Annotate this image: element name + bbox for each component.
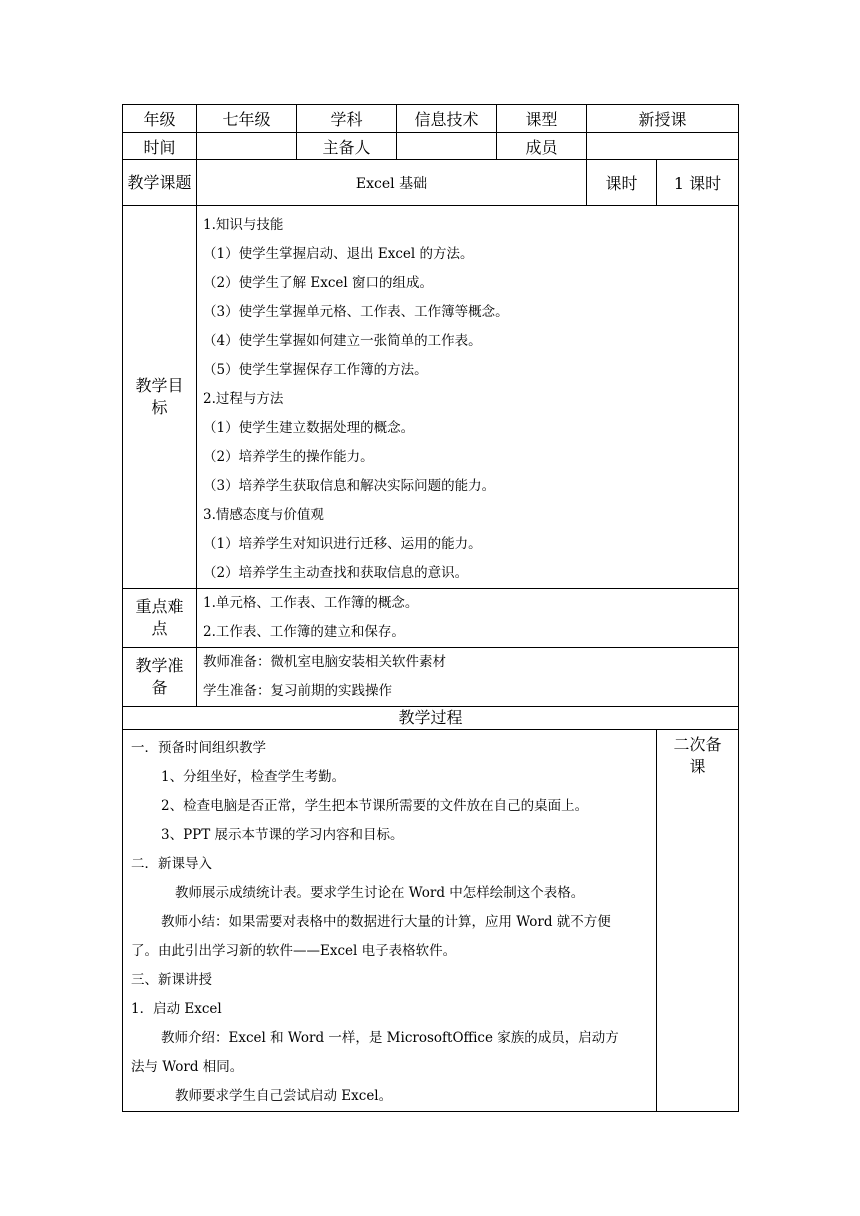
objective-line: （2）培养学生主动查找和获取信息的意识。 (203, 565, 469, 581)
objective-line: （2）培养学生的操作能力。 (203, 449, 374, 465)
process-line: 教师展示成绩统计表。要求学生讨论在 Word 中怎样绘制这个表格。 (175, 885, 585, 901)
members-label: 成员 (497, 133, 587, 160)
hours-label: 课时 (587, 160, 657, 206)
preparation-line: 教师准备：微机室电脑安装相关软件素材 (203, 654, 446, 670)
objective-line: 1.知识与技能 (203, 217, 284, 233)
key-points-label: 重点难点 (123, 589, 197, 648)
process-line: 3、PPT 展示本节课的学习内容和目标。 (161, 827, 404, 843)
objective-line: （1）使学生掌握启动、退出 Excel 的方法。 (203, 246, 474, 262)
subject-label: 学科 (297, 105, 397, 133)
objective-line: （4）使学生掌握如何建立一张简单的工作表。 (203, 333, 482, 349)
preparation-row (123, 648, 739, 707)
process-line: 二．新课导入 (131, 856, 212, 872)
objective-line: （2）使学生了解 Excel 窗口的组成。 (203, 275, 434, 291)
lead-label: 主备人 (297, 133, 397, 160)
process-content (123, 730, 657, 1112)
lead-value (397, 133, 497, 160)
topic-row (123, 160, 739, 206)
process-line: 教师小结：如果需要对表格中的数据进行大量的计算，应用 Word 就不方便 (161, 914, 611, 930)
process-title-row (123, 707, 739, 730)
second-prep-label: 二次备课 (657, 730, 739, 1112)
objectives-label: 教学目标 (123, 206, 197, 589)
process-line: 教师要求学生自己尝试启动 Excel。 (175, 1088, 393, 1104)
topic-value: Excel 基础 (197, 160, 587, 206)
objective-line: 2.过程与方法 (203, 391, 284, 407)
preparation-label: 教学准备 (123, 648, 197, 707)
process-line: 2、检查电脑是否正常，学生把本节课所需要的文件放在自己的桌面上。 (161, 798, 589, 814)
process-title: 教学过程 (123, 707, 739, 730)
grade-label: 年级 (123, 105, 197, 133)
preparation-line: 学生准备：复习前期的实践操作 (203, 683, 392, 699)
hours-value: 1 课时 (657, 160, 739, 206)
header-row-2 (123, 133, 739, 160)
type-label: 课型 (497, 105, 587, 133)
grade-value: 七年级 (197, 105, 297, 133)
key-points-row (123, 589, 739, 648)
topic-label: 教学课题 (123, 160, 197, 206)
header-row-1 (123, 105, 739, 133)
lesson-plan (122, 104, 738, 1112)
key-point-line: 2.工作表、工作簿的建立和保存。 (203, 624, 405, 640)
objective-line: （5）使学生掌握保存工作簿的方法。 (203, 362, 428, 378)
process-line: 教师介绍：Excel 和 Word 一样，是 MicrosoftOffice 家族的成员，启动方 (161, 1030, 619, 1046)
subject-value: 信息技术 (397, 105, 497, 133)
process-line: 一．预备时间组织教学 (131, 740, 266, 756)
objective-line: （1）使学生建立数据处理的概念。 (203, 420, 415, 436)
time-value (197, 133, 297, 160)
time-label: 时间 (123, 133, 197, 160)
type-value: 新授课 (587, 105, 739, 133)
objective-line: （3）使学生掌握单元格、工作表、工作簿等概念。 (203, 304, 509, 320)
lesson-plan-table (122, 104, 739, 1112)
process-line: 1、分组坐好，检查学生考勤。 (161, 769, 346, 785)
preparation-content (197, 648, 739, 707)
process-line: 1．启动 Excel (131, 1001, 222, 1017)
objective-line: （1）培养学生对知识进行迁移、运用的能力。 (203, 536, 482, 552)
objectives-row (123, 206, 739, 589)
members-value (587, 133, 739, 160)
objective-line: 3.情感态度与价值观 (203, 507, 324, 523)
process-row (123, 730, 739, 1112)
key-points-content (197, 589, 739, 648)
objectives-content (197, 206, 739, 589)
process-line: 法与 Word 相同。 (131, 1059, 244, 1075)
key-point-line: 1.单元格、工作表、工作簿的概念。 (203, 595, 419, 611)
objective-line: （3）培养学生获取信息和解决实际问题的能力。 (203, 478, 496, 494)
process-line: 三、新课讲授 (131, 972, 212, 988)
process-line: 了。由此引出学习新的软件——Excel 电子表格软件。 (131, 943, 457, 959)
